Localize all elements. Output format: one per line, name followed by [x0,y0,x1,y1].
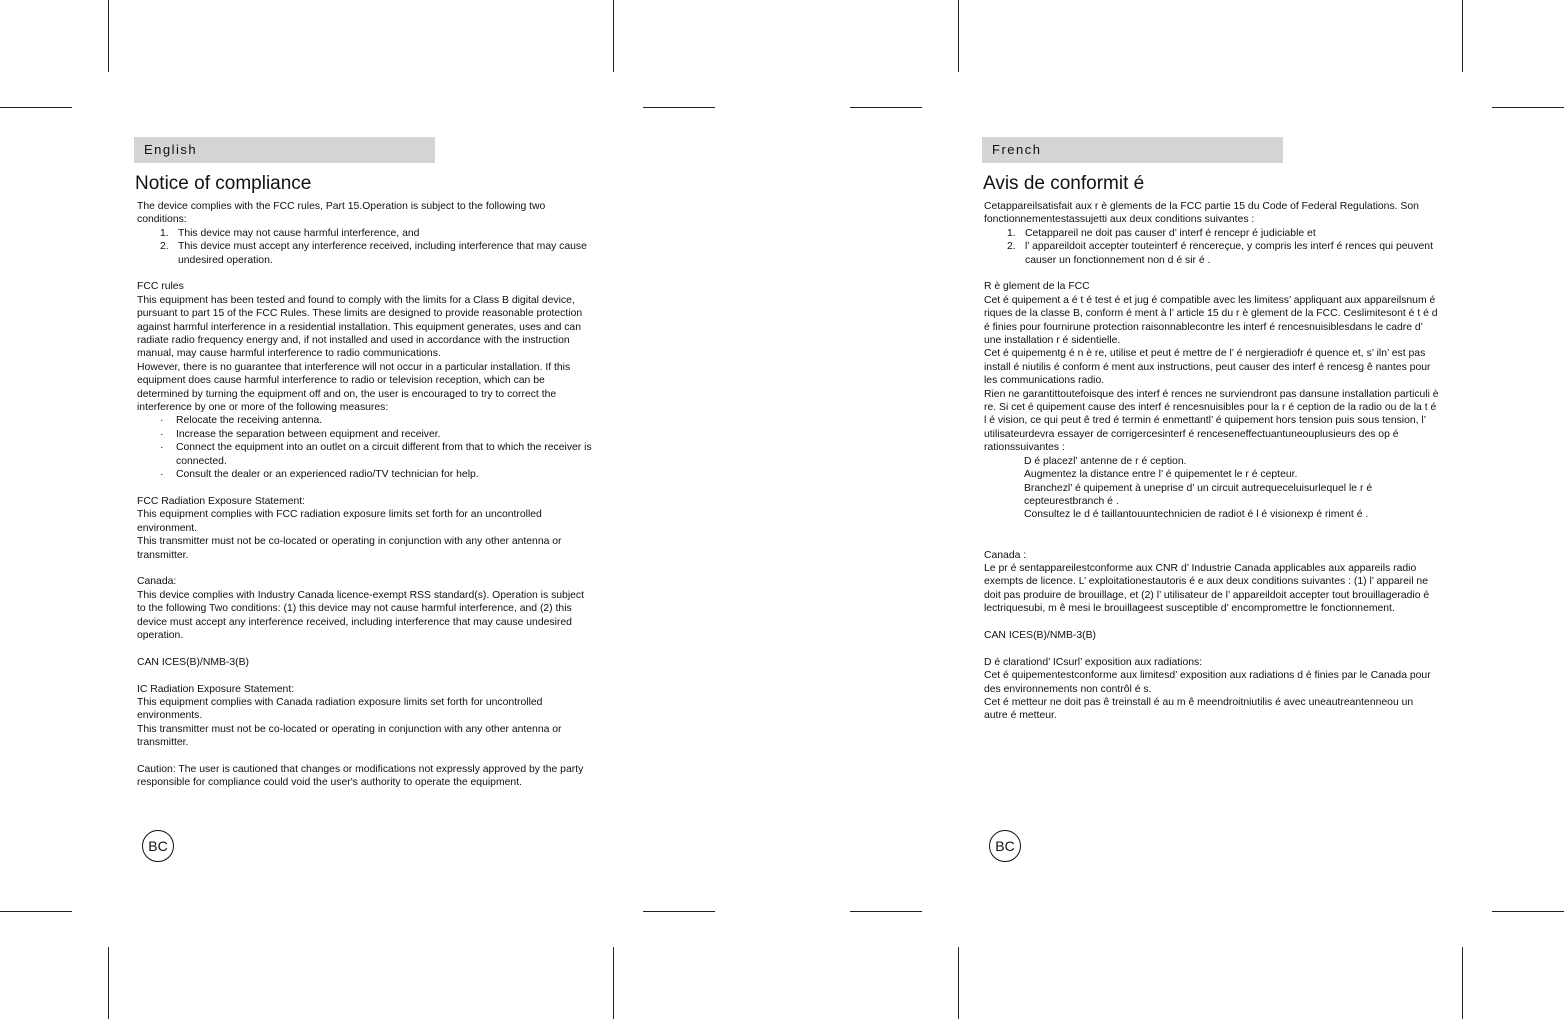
section-heading: D é clarationd’ ICsurl’ exposition aux radiations: [984,656,1203,668]
can-ices-label: CAN ICES(B)/NMB-3(B) [137,656,249,668]
crop-mark [1462,0,1463,72]
paragraph: This equipment complies with Canada radiation exposure limits set forth for uncontrolled environments. [137,696,543,722]
crop-mark [613,0,614,72]
list-item: · Consult the dealer or an experienced radio/TV technician for help. [160,469,479,481]
list-item: Branchezl’ é quipement à uneprise d’ un circuit autrequeceluisurlequel le r é cepteurestbranch é . [1024,482,1373,507]
paragraph: This device complies with Industry Canada licence-exempt RSS standard(s). Operation is subject to the following Two conditions: (1) this device may not cause harmful interference, and (2) this device must accept any interference received, including interference that may cause undesired operation. [137,589,584,641]
list-item: 2. l’ appareildoit accepter touteinterf é rencereçue, y compris les interf é rences qui peuvent causer un fonctionnement non d é sir é . [1007,241,1433,266]
crop-mark [1492,107,1564,108]
french-body [984,200,1439,723]
page-title-french: Avis de conformit é [983,173,1145,194]
crop-mark [850,107,922,108]
crop-mark [0,107,72,108]
page-title-english: Notice of compliance [135,173,312,194]
paragraph: Rien ne garantittoutefoisque des interf é rences ne surviendront pas dansune installation particuli è re. Si cet é quipement cause des interf é rencesnuisibles pour la r é ception de la radio ou de la t é l é vision, ce qui peut ê tred é termin é enmettantl’ é quipement hors tension puis sous tension, l’ utilisateurdevra essayer de corrigercesinterf é renceseneffectuantuneouplusieurs des op é rationssuivantes : [984,388,1439,454]
bc-logo: BC [989,830,1021,862]
language-label-french: French [982,137,1283,163]
crop-mark [1492,911,1564,912]
section-heading: Canada : [984,549,1027,561]
crop-mark [850,911,922,912]
paragraph: Cet é quipementestconforme aux limitesd’ exposition aux radiations d é finies par le Canada pour des environnements non contrôl é s. [984,670,1431,695]
language-label-english: English [134,137,435,163]
crop-mark [613,947,614,1019]
list-item: 1. This device may not cause harmful interference, and [160,227,420,239]
list-item: 2. This device must accept any interference received, including interference that may cause undesired operation. [160,241,587,266]
intro-text: Cetappareilsatisfait aux r è glements de la FCC partie 15 du Code of Federal Regulations. Son fonctionnementestassujetti aux deux conditions suivantes : [984,201,1419,226]
can-ices-label: CAN ICES(B)/NMB-3(B) [984,629,1096,641]
section-heading: FCC Radiation Exposure Statement: [137,495,306,507]
crop-mark [0,911,72,912]
list-item: Augmentez la distance entre l’ é quipementet le r é cepteur. [1024,469,1298,481]
list-item: · Connect the equipment into an outlet on a circuit different from that to which the receiver is connected. [160,442,592,467]
crop-mark [958,947,959,1019]
conditions-list [137,227,592,267]
crop-mark [958,0,959,72]
crop-mark [108,947,109,1019]
crop-mark [643,107,715,108]
section-heading: FCC rules [137,281,184,293]
english-body [137,200,592,790]
paragraph: Cet é metteur ne doit pas ê treinstall é au m ê meendroitniutilis é avec uneautreantenneou un autre é metteur. [984,696,1414,722]
paragraph: This transmitter must not be co-located or operating in conjunction with any other antenna or transmitter. [137,723,562,749]
paragraph: Cet é quipement a é t é test é et jug é compatible avec les limitess’ appliquant aux appareilsnum é riques de la classe B, conform é ment à l’ article 15 du r è glement de la FCC. Ceslimitesont é t é d é finies pour fournirune protection raisonnablecontre les interf é rencesnuisiblesdans le cadre d’ une installation r é sidentielle. [984,294,1438,347]
section-heading: Canada: [137,576,177,588]
list-item: 1. Cetappareil ne doit pas causer d’ interf é rencepr é judiciable et [1007,227,1316,239]
paragraph: This equipment complies with FCC radiation exposure limits set forth for an uncontrolled environment. [137,509,542,534]
bc-logo: BC [142,830,174,862]
crop-mark [1462,947,1463,1019]
list-item: D é placezl’ antenne de r é ception. [1024,455,1187,467]
paragraph: Cet é quipementg é n è re, utilise et peut é mettre de l’ é nergieradiofr é quence et, s’ iln’ est pas install é niutilis é conform é ment aux instructions, peut causer des interf é rencesg ê nantes pour les communications radio. [984,348,1431,387]
section-heading: IC Radiation Exposure Statement: [137,683,295,695]
list-item: · Relocate the receiving antenna. [160,415,323,427]
section-heading: R è glement de la FCC [984,281,1090,293]
measures-list [984,455,1439,522]
paragraph: This transmitter must not be co-located or operating in conjunction with any other antenna or transmitter. [137,536,562,561]
paragraph: However, there is no guarantee that interference will not occur in a particular installation. If this equipment does cause harmful interference to radio or television reception, which can be determined by turning the equipment off and on, the user is encouraged to try to correct the interference by one or more of the following measures: [137,361,571,414]
crop-mark [108,0,109,72]
intro-text: The device complies with the FCC rules, Part 15.Operation is subject to the following two conditions: [137,201,546,226]
crop-mark [643,911,715,912]
conditions-list [984,227,1439,267]
list-item: · Increase the separation between equipment and receiver. [160,428,441,440]
caution-text: Caution: The user is cautioned that changes or modifications not expressly approved by the party responsible for compliance could void the user's authority to operate the equipment. [137,763,584,789]
list-item: Consultez le d é taillantouuntechnicien de radiot é l é visionexp é riment é . [1024,509,1369,521]
measures-list [137,414,592,481]
paragraph: Le pr é sentappareilestconforme aux CNR d’ Industrie Canada applicables aux appareils radio exempts de licence. L’ exploitationestautoris é e aux deux conditions suivantes : (1) l’ appareil ne doit pas produire de brouillage, et (2) l’ utilisateur de l’ appareildoit accepter tout brouillageradio é lectriquesubi, m ê mesi le brouillageest susceptible d’ encompromettre le fonctionnement. [984,562,1430,615]
paragraph: This equipment has been tested and found to comply with the limits for a Class B digital device, pursuant to part 15 of the FCC Rules. These limits are designed to provide reasonable protection against harmful interference in a residential installation. This equipment generates, uses and can radiate radio frequency energy and, if not installed and used in accordance with the instruction manual, may cause harmful interference to radio communications. [137,294,583,360]
